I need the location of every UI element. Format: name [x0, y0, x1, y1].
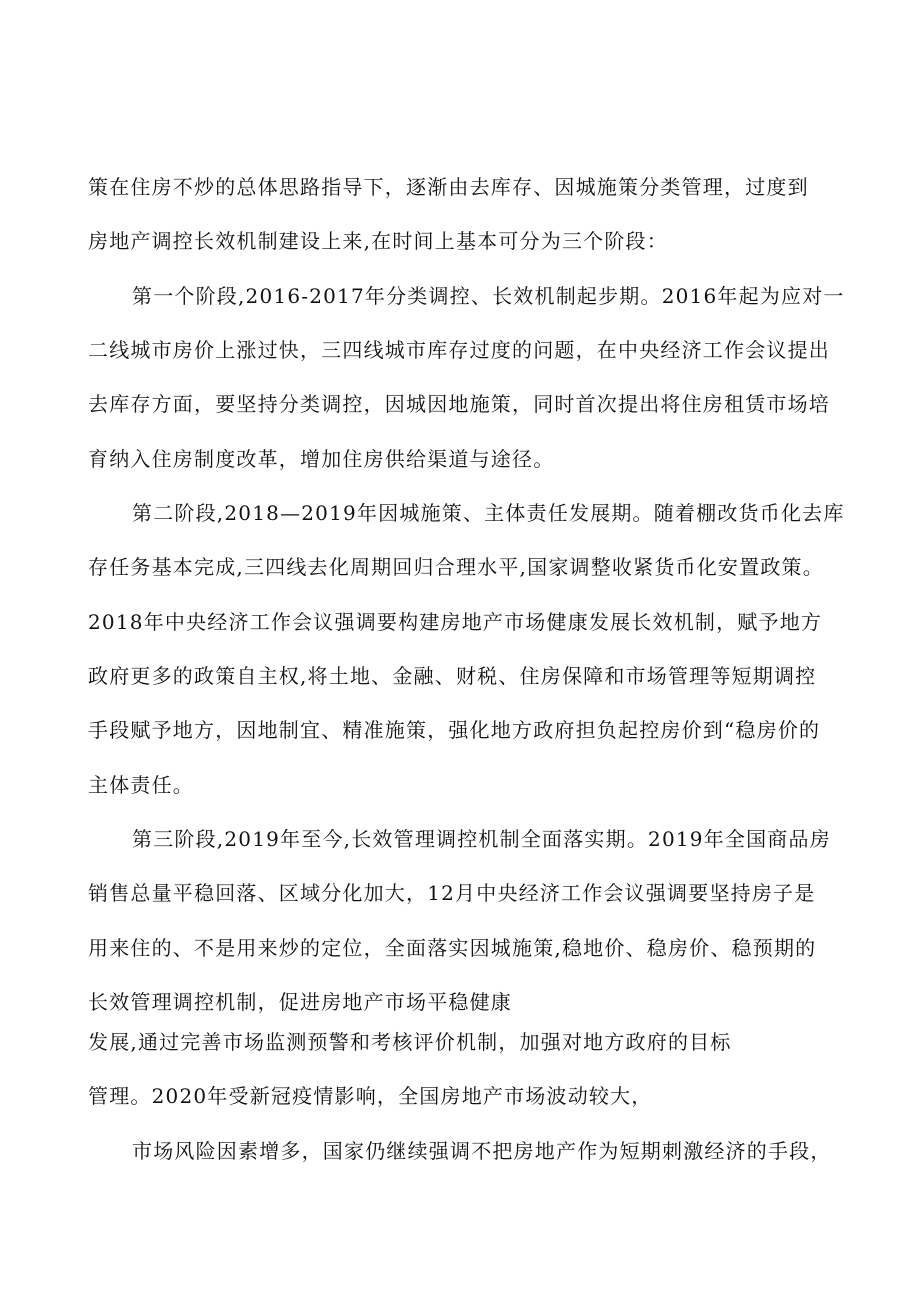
text-line: 育纳入住房制度改革，增加住房供给渠道与途径。 [88, 447, 555, 471]
text-line: 存任务基本完成,三四线去化周期回归合理水平,国家调整收紧货币化安置政策。 [88, 555, 824, 579]
text-line: 二线城市房价上涨过快，三四线城市库存过度的问题，在中央经济工作会议提出 [88, 338, 830, 362]
text-line: 政府更多的政策自主权,将土地、金融、财税、住房保障和市场管理等短期调控 [88, 664, 817, 688]
text-line: 用来住的、不是用来炒的定位，全面落实因城施策,稳地价、稳房价、稳预期的 [88, 936, 817, 960]
text-line: 长效管理调控机制，促进房地产市场平稳健康 [88, 990, 512, 1014]
text-line: 房地产调控长效机制建设上来,在时间上基本可分为三个阶段： [88, 229, 668, 253]
text-line: 2018年中央经济工作会议强调要构建房地产市场健康发展长效机制，赋予地方 [88, 610, 823, 634]
text-line: 策在住房不炒的总体思路指导下，逐渐由去库存、因城施策分类管理，过度到 [88, 175, 809, 199]
text-line: 去库存方面，要坚持分类调控，因城因地施策，同时首次提出将住房租赁市场培 [88, 392, 830, 416]
text-line: 发展,通过完善市场监测预警和考核评价机制，加强对地方政府的目标 [88, 1030, 732, 1054]
paragraph-start: 第二阶段,2018—2019年因城施策、主体责任发展期。随着棚改货币化去库 [132, 501, 845, 525]
text-line: 手段赋予地方，因地制宜、精准施策，强化地方政府担负起控房价到“稳房价的 [88, 718, 821, 742]
paragraph-start: 第一个阶段,2016-2017年分类调控、长效机制起步期。2016年起为应对一 [132, 284, 845, 308]
paragraph-start: 第三阶段,2019年至今,长效管理调控机制全面落实期。2019年全国商品房 [132, 827, 831, 851]
text-line: 销售总量平稳回落、区域分化加大，12月中央经济工作会议强调要坚持房子是 [88, 881, 816, 905]
paragraph-start: 市场风险因素增多，国家仍继续强调不把房地产作为短期刺激经济的手段， [132, 1139, 832, 1163]
text-line: 管理。2020年受新冠疫情影响，全国房地产市场波动较大， [88, 1084, 653, 1108]
text-line: 主体责任。 [88, 773, 194, 797]
